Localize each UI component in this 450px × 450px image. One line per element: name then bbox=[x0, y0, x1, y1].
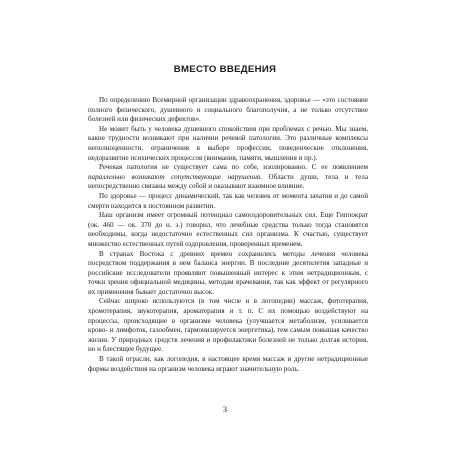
paragraph-speech-therapy: В такой отрасли, как логопедия, в настоящее время массаж и другие нетрадиционные формы воздействия на организм человека играют значительную роль. bbox=[88, 355, 368, 373]
paragraph-hippocrates: Наш организм имеет огромный потенциал самооздоровительных сил. Еще Гиппократ (ок. 460 — ок. 370 до н. э.) говорил, что лечебные средства только тогда становятся необходимы, когда недостаточно естественных сил организма. К счастью, существует множество естественных путей оздоровления, проверенных временем. bbox=[88, 211, 368, 248]
page-number: 3 bbox=[223, 405, 227, 414]
paragraph-speech-problems: Не может быть у человека душевного спокойствия при проблемах с речью. Мы знаем, какие трудности возникают при наличии речевой патологии. Это различные комплексы неполноценности, ограничения в выборе профессии, поведенческие отклонения, недоразвитие психических процессов (внимания, памяти, мышления и пр.). bbox=[88, 124, 368, 162]
emphasized-phrase: параллельно возникают сопутствующие нарушения bbox=[88, 172, 261, 181]
chapter-heading: ВМЕСТО ВВЕДЕНИЯ bbox=[173, 64, 277, 75]
body-text bbox=[88, 96, 368, 374]
paragraph-who-definition: По определению Всемирной организации здравоохранения, здоровье — «это состояние полного физического, душевного и социального благополучия, а не только отсутствие болезней или физических дефектов». bbox=[88, 96, 368, 124]
paragraph-speech-pathology bbox=[88, 163, 368, 192]
paragraph-eastern-methods: В странах Востока с древних времен сохранились методы лечения человека посредством поддержания в нем баланса энергии. В последние десятилетия западные и российские исследователи проявляют повышенный интерес к этим нетрадиционным, с точки зрения официальной медицины, методам врачевания, так как эффект от регулярного их применения бывает достаточно высок. bbox=[88, 249, 368, 296]
paragraph-health-dynamic: По здоровье — процесс динамический, так как человек от момента зачатия и до самой смерти находится в постоянном развитии. bbox=[88, 191, 368, 210]
paragraph-speech-pathology-end: . Области души, тела и тела непосредственно связаны между собой и оказывают взаимное влияние. bbox=[88, 172, 368, 191]
paragraph-therapies: Сейчас широко используются (в том числе и в логопедии) массаж, фитотерапия, хромотерапия, звукотерапия, ароматерапия и т. п. С их помощью воздействуют на процессы, происходящие в организме человека (улучшается метаболизм, усиливается крово- и лимфоток, газообмен, гармонизируется энергетика), тем самым повышая качество жизни. У природных средств лечения и профилактики болезней не только долгая история, но и блестящее будущее. bbox=[88, 297, 368, 354]
paragraph-speech-pathology-start: Речевая патология не существует сама по себе, изолированно. С ее появлением bbox=[99, 163, 368, 172]
